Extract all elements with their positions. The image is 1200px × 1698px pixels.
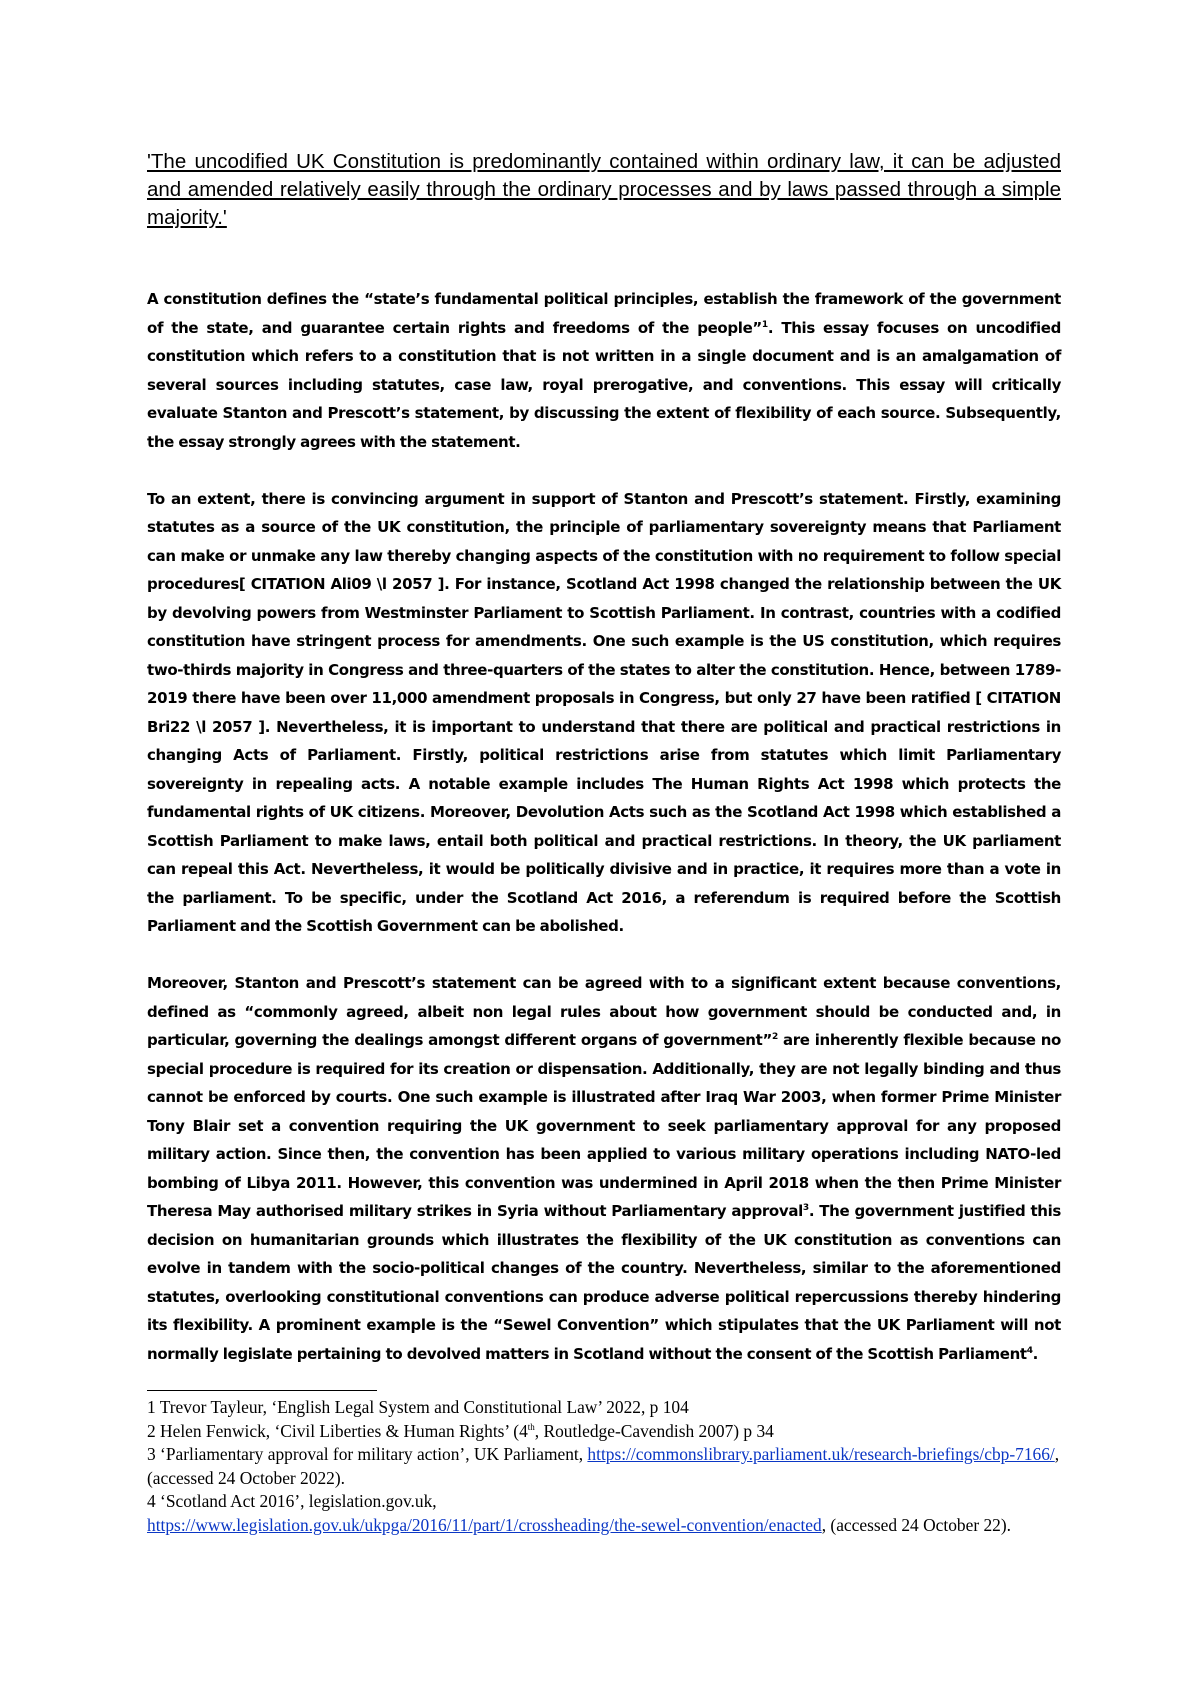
paragraph-conventions-text-b: are inherently flexible because no special procedure is required for its creation or dispensation. Additionally, they are not legally binding and thus cannot be enforced by courts. One such example is illustrated after Iraq War 2003, when former Prime Minister Tony Blair set a convention requiring the UK government to seek parliamentary approval for any proposed military action. Since then, the convention has been applied to various military operations including NATO-led bombing of Libya 2011. However, this convention was undermined in April 2018 when the then Prime Minister Theresa May authorised military strikes in Syria without Parliamentary approval xyxy=(147,1031,1061,1220)
footnote-4-text-b: , (accessed 24 October 22). xyxy=(821,1514,1011,1535)
paragraph-conventions-text-d: . xyxy=(1032,1344,1039,1363)
footnote-2-text-b: , Routledge-Cavendish 2007) p 34 xyxy=(534,1420,774,1441)
footnote-2-superscript: th xyxy=(527,1421,535,1432)
paragraph-conventions xyxy=(147,969,1061,1368)
footnote-2-text-a: 2 Helen Fenwick, ‘Civil Liberties & Human Rights’ (4 xyxy=(147,1420,528,1441)
paragraph-intro-text-b: . This essay focuses on uncodified constitution which refers to a constitution that is not written in a single document and is an amalgamation of several sources including statutes, case law, royal prerogative, and conventions. This essay will critically evaluate Stanton and Prescott’s statement, by discussing the extent of flexibility of each source. Subsequently, the essay strongly agrees with the statement. xyxy=(147,318,1061,451)
essay-body xyxy=(147,285,1061,1397)
footnote-1: 1 Trevor Tayleur, ‘English Legal System and Constitutional Law’ 2022, p 104 xyxy=(147,1397,689,1417)
paragraph-conventions-text-a: Moreover, Stanton and Prescott’s statement can be agreed with to a significant extent because conventions, defined as “commonly agreed, albeit non legal rules about how government should be conducted and, in particular, governing the dealings amongst different organs of government” xyxy=(147,974,1061,1049)
paragraph-intro-text-a: A constitution defines the “state’s fundamental political principles, establish the framework of the government of the state, and guarantee certain rights and freedoms of the people” xyxy=(147,290,1061,337)
paragraph-conventions-text-c: . The government justified this decision on humanitarian grounds which illustrates the flexibility of the UK constitution as conventions can evolve in tandem with the socio-political changes of the country. Nevertheless, similar to the aforementioned statutes, overlooking constitutional conventions can produce adverse political repercussions thereby hindering its flexibility. A prominent example is the “Sewel Convention” which stipulates that the UK Parliament will not normally legislate pertaining to devolved matters in Scotland without the consent of the Scottish Parliament xyxy=(147,1202,1061,1363)
footnote-ref-2[interactable]: 2 xyxy=(771,1032,778,1042)
footnote-ref-4[interactable]: 4 xyxy=(1026,1345,1033,1356)
footnote-separator xyxy=(147,1390,377,1391)
footnote-ref-1[interactable]: 1 xyxy=(761,319,768,330)
footnote-3-text-a: 3 ‘Parliamentary approval for military action’, UK Parliament, xyxy=(147,1444,588,1464)
footnote-3 xyxy=(147,1443,1061,1490)
footnote-4-link[interactable]: https://www.legislation.gov.uk/ukpga/2016/11/part/1/crossheading/the-sewel-convention/enacted xyxy=(147,1514,822,1535)
essay-title: 'The uncodified UK Constitution is predominantly contained within ordinary law, it can be adjusted and amended relatively easily through the ordinary processes and by laws passed through a simple majority.' xyxy=(147,150,1061,229)
paragraph-intro xyxy=(147,285,1061,456)
paragraph-statutes-text: To an extent, there is convincing argument in support of Stanton and Prescott’s statement. Firstly, examining statutes as a source of the UK constitution, the principle of parliamentary sovereignty means that Parliament can make or unmake any law thereby changing aspects of the constitution with no requirement to follow special procedures[ CITATION Ali09 \l 2057 ]. For instance, Scotland Act 1998 changed the relationship between the UK by devolving powers from Westminster Parliament to Scottish Parliament. In contrast, countries with a codified constitution have stringent process for amendments. One such example is the US constitution, which requires two-thirds majority in Congress and three-quarters of the states to alter the constitution. Hence, between 1789- 2019 there have been over 11,000 amendment proposals in Congress, but only 27 have been ratified [ CITATION Bri22 \l 2057 ]. Nevertheless, it is important to understand that there are political and practical restrictions in changing Acts of Parliament. Firstly, political restrictions arise from statutes which limit Parliamentary sovereignty in repealing acts. A notable example includes The Human Rights Act 1998 which protects the fundamental rights of UK citizens. Moreover, Devolution Acts such as the Scotland Act 1998 which established a Scottish Parliament to make laws, entail both political and practical restrictions. In theory, the UK parliament can repeal this Act. Nevertheless, it would be politically divisive and in practice, it requires more than a vote in the parliament. To be specific, under the Scotland Act 2016, a referendum is required before the Scottish Parliament and the Scottish Government can be abolished. xyxy=(147,489,1061,935)
footnote-ref-3[interactable]: 3 xyxy=(802,1203,809,1213)
footnote-4 xyxy=(147,1490,1061,1537)
paragraph-statutes xyxy=(147,485,1061,941)
footnote-4-text-a: 4 ‘Scotland Act 2016’, legislation.gov.uk, xyxy=(147,1491,437,1511)
footnote-3-text-b: , (accessed 24 October 2022). xyxy=(147,1444,1060,1488)
footnote-2 xyxy=(147,1420,1061,1444)
footnote-3-link[interactable]: https://commonslibrary.parliament.uk/research-briefings/cbp-7166/ xyxy=(587,1444,1055,1464)
footnotes xyxy=(147,1396,1061,1537)
